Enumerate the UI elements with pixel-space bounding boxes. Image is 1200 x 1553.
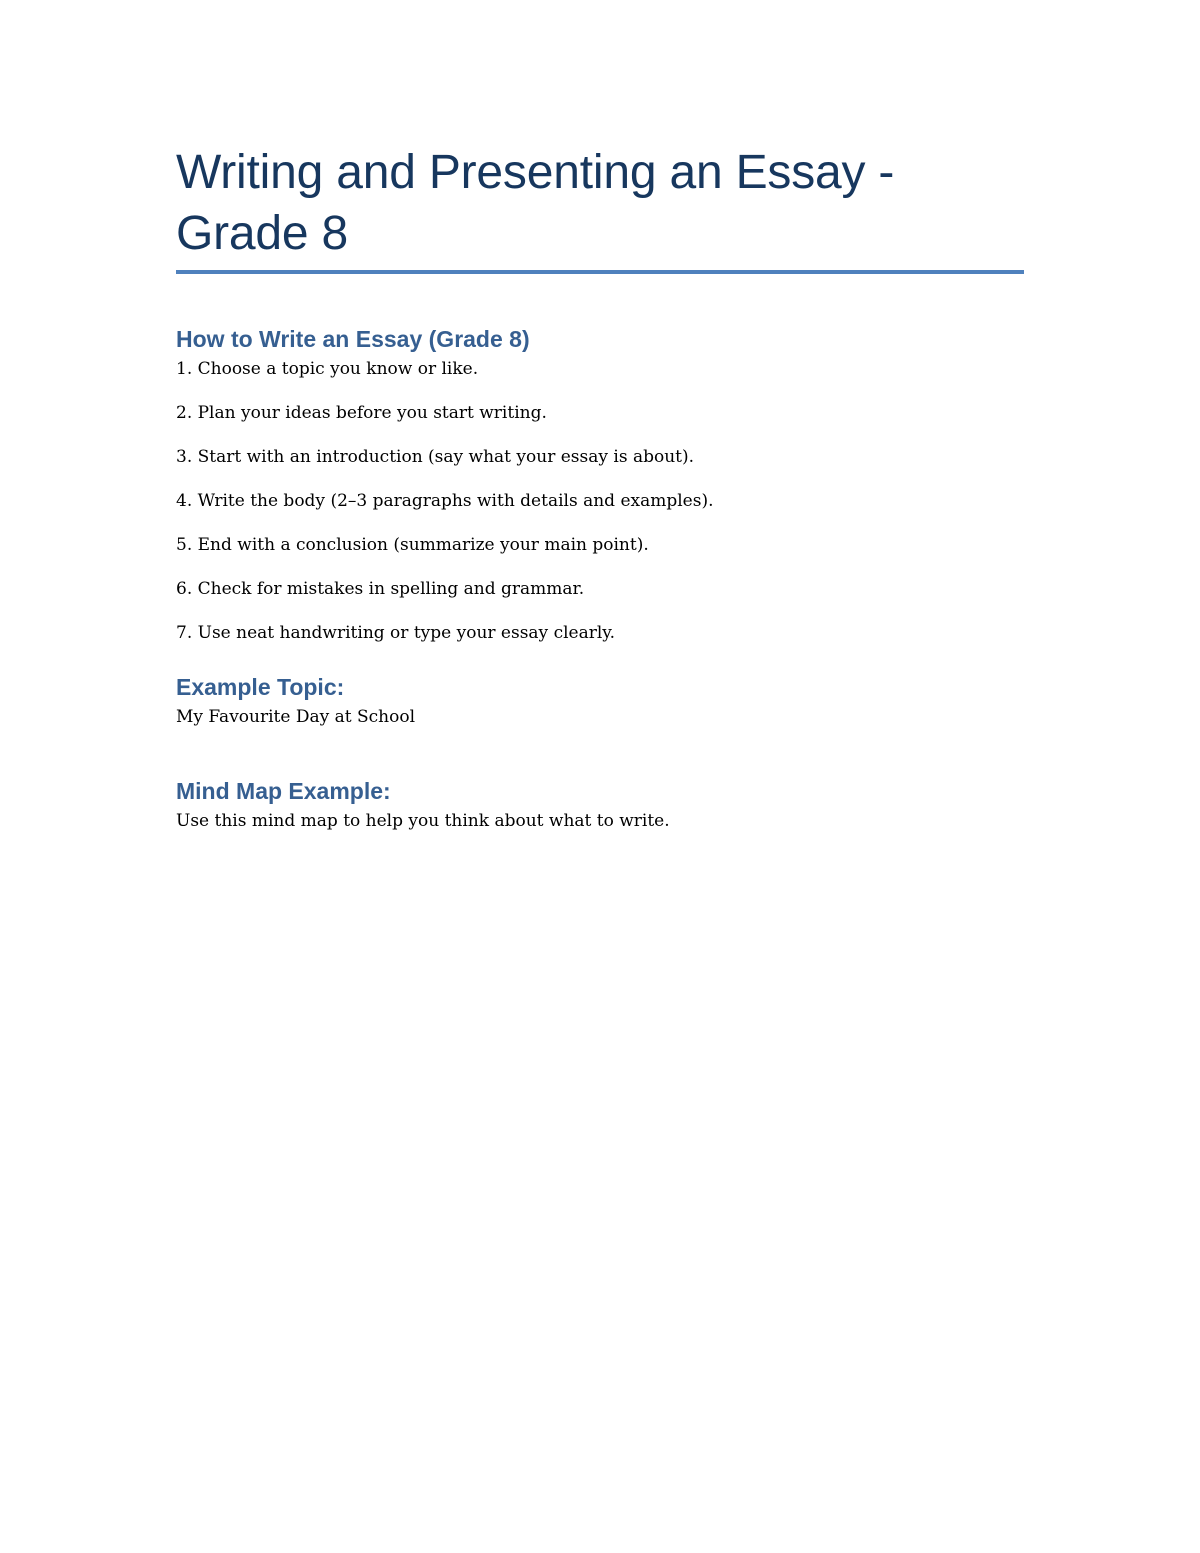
mind-map-text: Use this mind map to help you think about what to write. (176, 811, 670, 831)
step-item: 2. Plan your ideas before you start writing. (176, 403, 547, 423)
example-topic-text: My Favourite Day at School (176, 707, 416, 727)
document-body (176, 142, 1024, 832)
step-item: 4. Write the body (2–3 paragraphs with details and examples). (176, 491, 714, 511)
section-heading-example-topic: Example Topic: (176, 674, 345, 700)
step-item: 3. Start with an introduction (say what your essay is about). (176, 447, 695, 467)
title-underline-rule (176, 270, 1024, 274)
step-item: 6. Check for mistakes in spelling and grammar. (176, 579, 585, 599)
step-item: 1. Choose a topic you know or like. (176, 359, 479, 379)
step-item: 5. End with a conclusion (summarize your main point). (176, 535, 649, 555)
document-title: Writing and Presenting an Essay - Grade 8 (176, 146, 895, 260)
step-item: 7. Use neat handwriting or type your essay clearly. (176, 623, 616, 643)
steps-list (176, 358, 1024, 644)
section-heading-mind-map: Mind Map Example: (176, 778, 391, 804)
section-heading-how-to-write: How to Write an Essay (Grade 8) (176, 326, 530, 352)
